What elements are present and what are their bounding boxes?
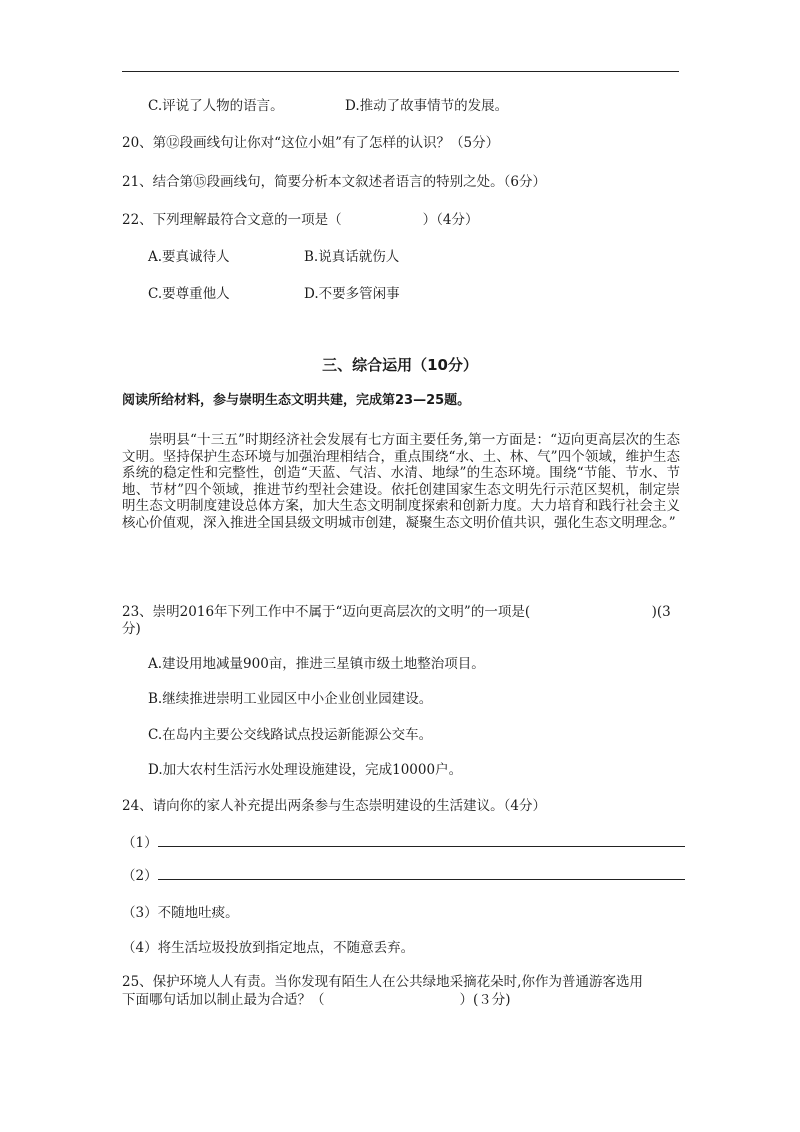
- q24-answer-4: （4）将生活垃圾投放到指定地点，不随意丢弃。: [122, 940, 415, 956]
- question-20: 20、第⑫段画线句让你对“这位小姐”有了怎样的认识？（5分）: [122, 135, 500, 151]
- q24-answer-2: [122, 867, 685, 885]
- question-21: 21、结合第⑮段画线句，简要分析本文叙述者语言的特别之处。（6分）: [122, 174, 547, 190]
- question-25-line2: 下面哪句话加以制止最为合适？（ ）(３分): [122, 992, 511, 1008]
- q22-option-b: B.说真话就伤人: [304, 249, 400, 265]
- question-23-line1: 23、崇明2016年下列工作中不属于“迈向更高层次的文明”的一项是( )(3: [122, 604, 671, 620]
- q24-answer-3: （3）不随地吐痰。: [122, 905, 239, 921]
- q23-option-a: A.建设用地减量900亩，推进三星镇市级土地整治项目。: [148, 656, 485, 672]
- q19-option-d: D.推动了故事情节的发展。: [345, 98, 509, 114]
- q22-option-a: A.要真诚待人: [148, 249, 230, 265]
- question-22: 22、下列理解最符合文意的一项是（ ）（4分）: [122, 212, 479, 228]
- question-23-line2: 分): [122, 621, 141, 637]
- q23-option-c: C.在岛内主要公交线路试点投运新能源公交车。: [148, 727, 433, 743]
- question-25-line1: 25、保护环境人人有责。当你发现有陌生人在公共绿地采摘花朵时,你作为普通游客选用: [122, 974, 643, 990]
- q22-option-d: D.不要多管闲事: [304, 286, 400, 302]
- top-rule: [122, 71, 679, 72]
- reading-passage: 崇明县“十三五”时期经济社会发展有七方面主要任务,第一方面是：“迈向更高层次的生态文明。坚持保护生态环境与加强治理相结合，重点围绕“水、土、林、气”四个领域，维护生态系统的稳定性和完整性，创造“天蓝、气洁、水清、地绿”的生态环境。围绕“节能、节水、节地、节材”四个领域，推进节约型社会建设。依托创建国家生态文明先行示范区契机，制定崇明生态文明制度建设总体方案，加大生态文明制度探索和创新力度。大力培育和践行社会主义核心价值观，深入推进全国县级文明城市创建，凝聚生态文明价值共识，强化生态文明理念。”: [122, 432, 680, 531]
- q24-item-2-label: （2）: [122, 868, 158, 884]
- question-24: 24、请向你的家人补充提出两条参与生态崇明建设的生活建议。（4分）: [122, 798, 547, 814]
- section-title: 三、综合运用（10分）: [322, 356, 478, 374]
- q19-option-c: C.评说了人物的语言。: [148, 98, 284, 114]
- q23-option-d: D.加大农村生活污水处理设施建设，完成10000户。: [148, 762, 463, 778]
- q23-option-b: B.继续推进崇明工业园区中小企业创业园建设。: [148, 691, 433, 707]
- answer-blank-2[interactable]: [158, 867, 685, 880]
- section-instruction: 阅读所给材料，参与崇明生态文明共建，完成第23—25题。: [122, 393, 471, 408]
- answer-blank-1[interactable]: [158, 834, 685, 847]
- q24-answer-1: [122, 834, 685, 852]
- q22-option-c: C.要尊重他人: [148, 286, 230, 302]
- q24-item-1-label: （1）: [122, 835, 158, 851]
